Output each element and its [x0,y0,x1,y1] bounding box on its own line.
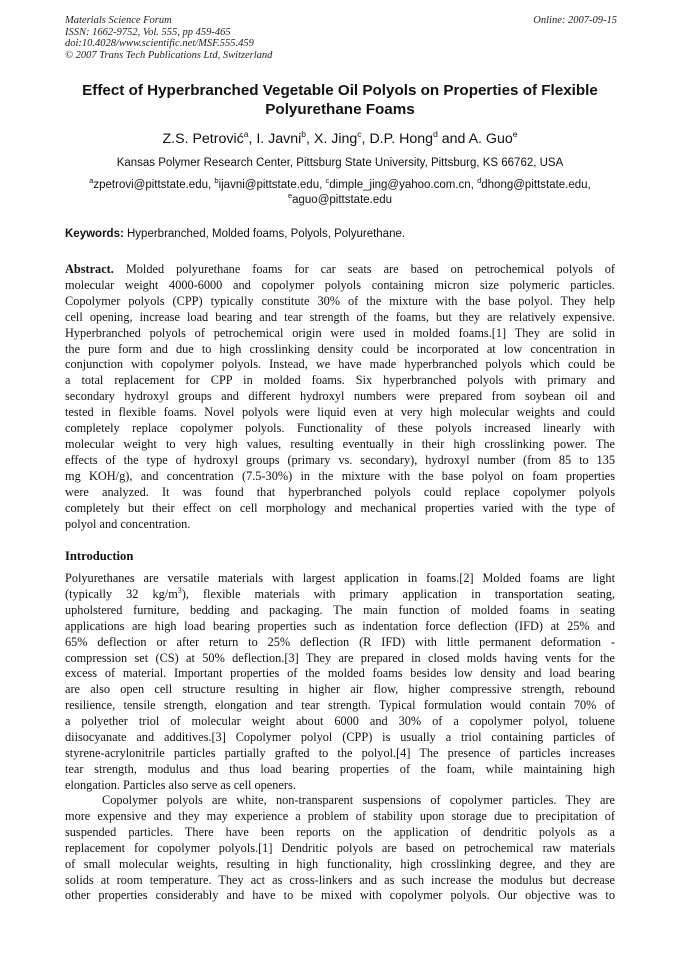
title-line-1: Effect of Hyperbranched Vegetable Oil Polyols on Properties of Flexible [82,82,598,99]
text-line: elongation. Particles also serve as cell openers. [65,777,296,792]
text-line: solids at room temperature. They act as cross-linkers and as such increase the modulus but decrease [65,872,615,887]
text-line: the pure form and due to high crosslinking density could be incorporated at low concentration in [65,341,615,356]
email-mark: e [287,191,293,200]
section-heading-introduction: Introduction [65,549,134,563]
author-affil-mark: b [301,129,307,139]
email-mark: a [89,176,94,185]
text-line: more expensive and they may experience a problem of stability upon storage due to precipitation of [65,808,615,823]
email-line-1 [40,178,640,193]
author-list [40,130,640,148]
author-separator: , [306,131,314,147]
text-line: (typically 32 $kg/m^3$), flexible materials with primary application in transportation seating, [65,585,615,601]
paper-title [40,82,640,119]
introduction-paragraph-2 [65,793,615,904]
text-line: completely but their effect on cell morphology and mechanical properties varied with the type of [65,500,615,515]
doi-line: doi:10.4028/www.scientific.net/MSF.555.459 [65,38,254,49]
text-line: a total replacement for CPP in molded foams. Six hyperbranched polyols with primary and [65,373,615,388]
email-link[interactable]: ijavni@pittstate.edu, [218,179,323,191]
email-link[interactable]: zpetrovi@pittstate.edu, [93,179,212,191]
text-line: molecular weight 4000-6000 and copolymer polyols containing micron size polymeric particles. [65,277,615,292]
text-line: resilience, tensile strength, elongation and tear strength. Typical formulation would contain 70% of [65,698,615,713]
abstract [65,262,615,532]
email-mark: d [477,176,482,185]
issn-line: ISSN: 1662-9752, Vol. 555, pp 459-465 [65,26,231,38]
text-line: other properties considerably and have to be mixed with copolymer polyols. Our objective was to [65,888,615,903]
text-line: replacement for copolymer polyols.[1] Dendritic polyols are based on petrochemical raw materials [65,840,615,855]
text-line: of small molecular weights, resulting in high functionality, high crosslinking degree, and they are [65,856,615,871]
email-mark: b [214,176,219,185]
text-line: Hyperbranched polyols of petrochemical origin were used in molded foams.[1] They are solid in [65,325,615,340]
text-line: polyol and concentration. [65,516,191,531]
author-affil-mark: c [357,129,362,139]
author-separator: and [437,131,469,147]
text-line: Copolymer polyols (CPP) typically constitute 30% of the mixture with the base polyol. They help [65,293,615,308]
text-line: a polyether triol of molecular weight about 6000 and 30% of a copolymer polyol, toluene [65,714,615,729]
affiliation: Kansas Polymer Research Center, Pittsburg State University, Pittsburg, KS 66762, USA [116,157,564,169]
text-line: cell opening, increase load bearing and tear strength of the foams, but they are relatively expensive. [65,309,615,324]
text-line: applications are high load bearing properties such as indentation force deflection (IFD) at 25% and [65,618,615,633]
text-line: Polyurethanes are versatile materials with largest application in foams.[2] Molded foams are light [65,571,615,585]
text-line: conjunction with copolymer polyols. Instead, we have made hyperbranched polyols which could be [65,357,615,372]
email-link[interactable]: aguo@pittstate.edu [292,194,393,206]
author-name: Z.S. Petrović [162,131,244,147]
introduction-paragraph-1 [65,571,615,794]
text-line: Copolymer polyols are white, non-transparent suspensions of copolymer particles. They are [65,793,615,807]
text-line: upholstered furniture, bedding and packaging. The main function of molded foams in seating [65,602,615,617]
journal-name: Materials Science Forum [65,15,172,26]
author-affil-mark: d [433,129,438,139]
text-line: styrene-acrylonitrile particles partially grafted to the polyol.[4] The presence of particles increases [65,745,615,760]
text-line: completely replace copolymer polyols. Functionality of these polyols increased linearly with [65,421,615,436]
text-line: 65% deflection or after return to 25% deflection (R IFD) with little permanent deformation - [65,634,615,649]
copyright-line: © 2007 Trans Tech Publications Ltd, Switzerland [65,49,273,61]
author-separator: , [248,131,257,147]
journal-header [65,15,617,61]
online-date: Online: 2007-09-15 [533,15,617,26]
email-mark: c [325,176,330,185]
author-affil-mark: e [512,129,518,139]
text-line: secondary hydroxyl groups and different hydroxyl numbers were prepared from soybean oil and [65,389,615,404]
author-separator: , [361,131,370,147]
author-affil-mark: a [243,129,249,139]
text-line: excess of material. Important properties of the molded foams besides low density and load bearing [65,666,615,681]
text-line: tested in flexible foams. Novel polyols were liquid even at very high molecular weights and could [65,405,615,420]
text-line: compression set (CS) at 50% deflection.[3] They are prepared in closed molds having vents for the [65,650,615,665]
text-line: suspended particles. There have been reports on the application of dendritic polyols as a [65,824,615,839]
author-name: A. Guo [468,131,513,147]
keywords [65,227,617,241]
email-link[interactable]: dimple_jing@yahoo.com.cn, [329,179,474,191]
author-name: I. Javni [256,131,302,147]
text-line: are also open cell structure resulting in higher air flow, higher compressive strength, rebound [65,682,615,697]
text-line: diisocyanate and additives.[3] Copolymer polyol (CPP) is usually a triol containing particles of [65,730,615,745]
text-line: were analyzed. It was found that hyperbranched polyols could replace copolymer polyols [65,484,615,499]
author-emails [40,178,640,208]
text-line: effects of the type of hydroxyl groups (primary vs. secondary), hydroxyl number (from 85 to 135 [65,452,615,467]
email-link[interactable]: dhong@pittstate.edu, [481,179,591,191]
text-line: tear strength, modulus and thus load bearing properties of the foam, while maintaining high [65,761,615,776]
keywords-text: Hyperbranched, Molded foams, Polyols, Polyurethane. [127,228,406,240]
keywords-label: Keywords: [65,228,124,240]
abstract-label: Abstract. [65,262,114,276]
text-line: molecular weight to very high values, resulting eventually in their high crosslinking power. The [65,436,615,451]
title-line-2: Polyurethane Foams [265,100,415,118]
author-name: X. Jing [313,131,358,147]
email-line-2 [40,193,640,208]
author-name: D.P. Hong [369,131,434,147]
text-line: Abstract. Molded polyurethane foams for car seats are based on petrochemical polyols of [65,262,615,276]
text-line: mg KOH/g), and concentration (7.5-30%) in the mixture with the base polyol on foam properties [65,468,615,483]
